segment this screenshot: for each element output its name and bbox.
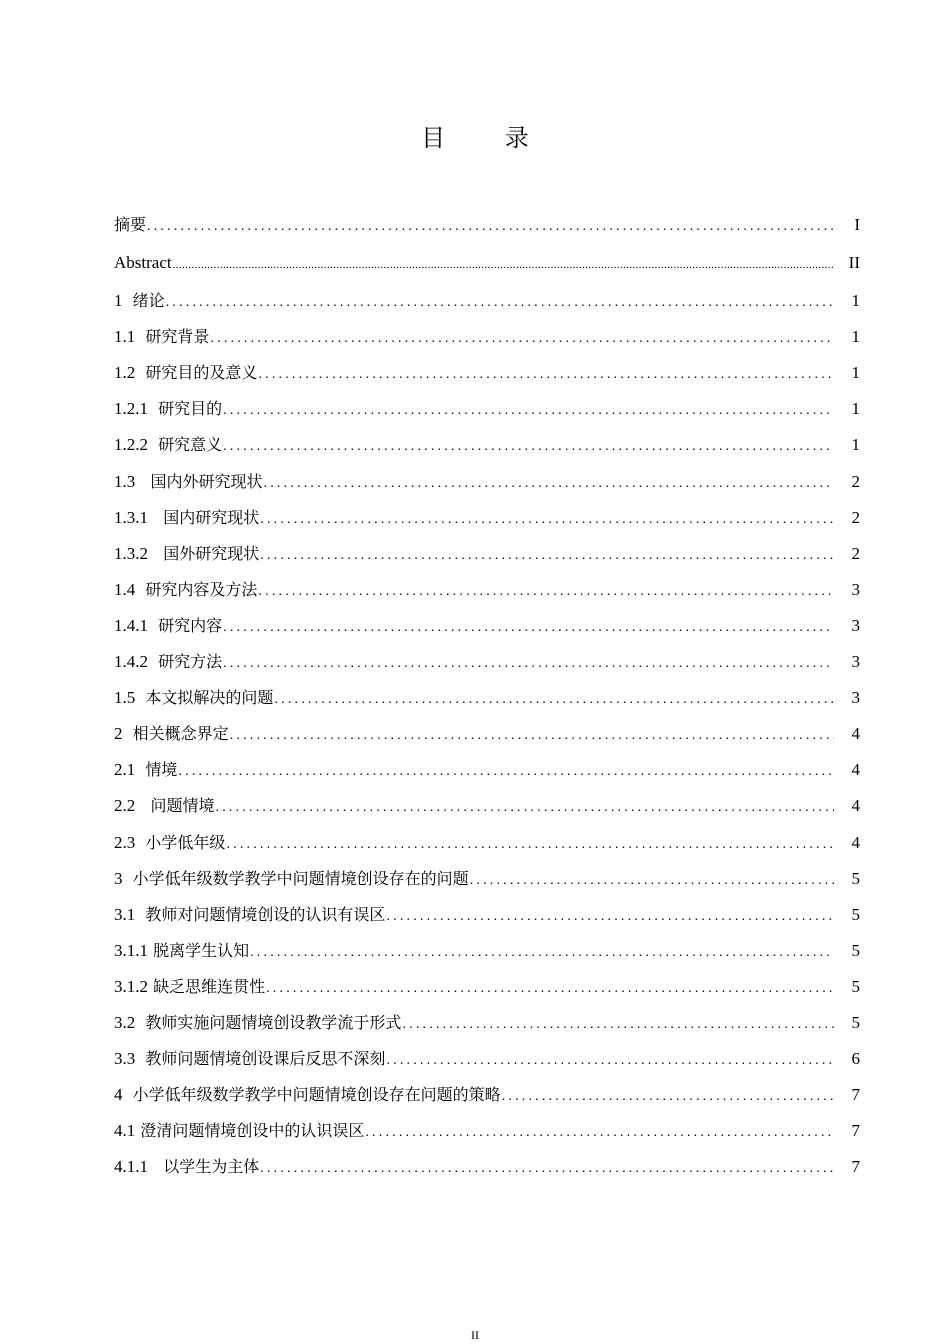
toc-entry[interactable] <box>114 355 860 391</box>
toc-entry-label: 2 相关概念界定 <box>114 724 229 744</box>
toc-entry[interactable] <box>114 969 860 1005</box>
toc-entry-label: 1.4.1 研究内容 <box>114 615 223 635</box>
toc-page-number: 3 <box>851 615 860 635</box>
toc-page-number: 4 <box>851 796 860 816</box>
toc-dot-leader <box>260 1151 834 1187</box>
toc-entry-label: 2.3 小学低年级 <box>114 832 226 852</box>
toc-entry-label: 2.1 情境 <box>114 760 178 780</box>
toc-page-number: 5 <box>851 1012 860 1032</box>
toc-dot-leader <box>230 718 834 754</box>
toc-page-number: 5 <box>851 940 860 960</box>
toc-entry-label: 1.1 研究背景 <box>114 327 210 347</box>
toc-entry[interactable] <box>114 933 860 969</box>
toc-entry-abstract-en[interactable] <box>114 243 860 283</box>
toc-dot-leader <box>166 285 834 321</box>
toc-entry-label: 摘要 <box>114 215 147 234</box>
toc-dot-leader <box>386 899 834 935</box>
toc-page-number: 2 <box>851 543 860 563</box>
toc-entry-label: 3.3 教师问题情境创设课后反思不深刻 <box>114 1049 386 1069</box>
toc-page-number: 1 <box>851 435 860 455</box>
toc-dot-leader <box>223 646 834 682</box>
toc-page-number: 7 <box>851 1121 860 1141</box>
toc-page-number: 4 <box>851 724 860 744</box>
toc-entry[interactable] <box>114 825 860 861</box>
toc-entry-label: 1.4.2 研究方法 <box>114 652 223 672</box>
toc-dot-leader <box>260 538 834 574</box>
toc-entry-label: 1.3.2 国外研究现状 <box>114 543 260 563</box>
toc-dot-leader <box>258 357 834 393</box>
toc-page-number: II <box>848 253 860 273</box>
toc-page-number: 7 <box>851 1157 860 1177</box>
toc-entry[interactable] <box>114 536 860 572</box>
toc-entry-label: 4 小学低年级数学教学中问题情境创设存在问题的策略 <box>114 1085 501 1105</box>
toc-page-number: 1 <box>851 291 860 311</box>
toc-entry-label: 4.1.1 以学生为主体 <box>114 1157 260 1177</box>
toc-entry-label: 3.1.1 脱离学生认知 <box>114 940 250 960</box>
toc-page-number: 3 <box>851 579 860 599</box>
toc-page-number: 2 <box>851 507 860 527</box>
toc-entry[interactable] <box>114 319 860 355</box>
toc-page-number: 5 <box>851 868 860 888</box>
toc-dot-leader <box>258 574 834 610</box>
toc-page-number: 1 <box>851 363 860 383</box>
toc-dot-leader <box>216 790 834 826</box>
toc-entry-label: 1.2.2 研究意义 <box>114 435 223 455</box>
toc-entry-label: 1.2.1 研究目的 <box>114 399 223 419</box>
toc-dot-leader <box>264 466 834 502</box>
toc-dot-leader <box>274 682 834 718</box>
toc-dot-leader <box>226 827 834 863</box>
toc-entry[interactable] <box>114 500 860 536</box>
toc-entry[interactable] <box>114 608 860 644</box>
toc-dot-leader <box>365 1115 834 1151</box>
toc-page-number: 3 <box>851 652 860 672</box>
toc-dot-leader <box>502 1079 834 1115</box>
toc-dot-leader <box>223 429 834 465</box>
toc-page-number: 1 <box>851 327 860 347</box>
toc-entry-label: 3.1 教师对问题情境创设的认识有误区 <box>114 904 386 924</box>
toc-page-number: 2 <box>851 471 860 491</box>
toc-entry-label: 1 绪论 <box>114 291 165 311</box>
toc-dot-leader <box>210 321 834 357</box>
toc-entry-label: 4.1 澄清问题情境创设中的认识误区 <box>114 1121 365 1141</box>
toc-dot-leader <box>266 971 834 1007</box>
toc-entry[interactable] <box>114 788 860 824</box>
toc-entry-label: 1.3 国内外研究现状 <box>114 471 263 491</box>
toc-entry[interactable] <box>114 861 860 897</box>
toc-entry-label: 1.5 本文拟解决的问题 <box>114 688 274 708</box>
toc-entry-label: Abstract <box>114 253 172 273</box>
toc-entry-label: 1.4 研究内容及方法 <box>114 579 258 599</box>
toc-page-number: 5 <box>851 904 860 924</box>
toc-entry-label: 3.1.2 缺乏思维连贯性 <box>114 976 266 996</box>
toc-entry[interactable] <box>114 680 860 716</box>
toc-page-number: 1 <box>851 399 860 419</box>
toc-entry[interactable] <box>114 391 860 427</box>
toc-dot-leader <box>147 209 834 245</box>
toc-entry[interactable] <box>114 1041 860 1077</box>
table-of-contents <box>114 207 860 1185</box>
toc-dot-leader <box>223 393 834 429</box>
toc-entry-label: 3 小学低年级数学教学中问题情境创设存在的问题 <box>114 868 469 888</box>
toc-entry[interactable] <box>114 283 860 319</box>
toc-entry[interactable] <box>114 1005 860 1041</box>
toc-entry[interactable] <box>114 1113 860 1149</box>
toc-entry[interactable] <box>114 897 860 933</box>
toc-page-number: 4 <box>851 760 860 780</box>
toc-page-number: I <box>854 215 860 234</box>
toc-entry-label: 1.3.1 国内研究现状 <box>114 507 260 527</box>
toc-entry[interactable] <box>114 644 860 680</box>
toc-entry-label: 2.2 问题情境 <box>114 796 215 816</box>
toc-entry[interactable] <box>114 1077 860 1113</box>
toc-entry[interactable] <box>114 1149 860 1185</box>
page-footer-number: II <box>471 1328 479 1342</box>
toc-page-number: 7 <box>851 1085 860 1105</box>
toc-page-number: 3 <box>851 688 860 708</box>
toc-dot-leader <box>178 754 834 790</box>
toc-entry[interactable] <box>114 752 860 788</box>
toc-dot-leader <box>402 1007 834 1043</box>
toc-entry-abstract-cn[interactable] <box>114 207 860 243</box>
toc-dot-leader <box>173 245 834 285</box>
toc-dot-leader <box>223 610 834 646</box>
toc-dot-leader <box>386 1043 834 1079</box>
toc-entry[interactable] <box>114 464 860 500</box>
toc-dot-leader <box>470 863 834 899</box>
toc-page-number: 5 <box>851 976 860 996</box>
toc-dot-leader <box>260 502 834 538</box>
toc-entry-label: 1.2 研究目的及意义 <box>114 363 258 383</box>
toc-entry-label: 3.2 教师实施问题情境创设教学流于形式 <box>114 1012 402 1032</box>
toc-entry[interactable] <box>114 427 860 463</box>
toc-entry[interactable] <box>114 572 860 608</box>
page-title: 目 录 <box>421 124 555 152</box>
toc-entry[interactable] <box>114 716 860 752</box>
toc-page-number: 4 <box>851 832 860 852</box>
toc-page-number: 6 <box>851 1049 860 1069</box>
toc-dot-leader <box>250 935 834 971</box>
